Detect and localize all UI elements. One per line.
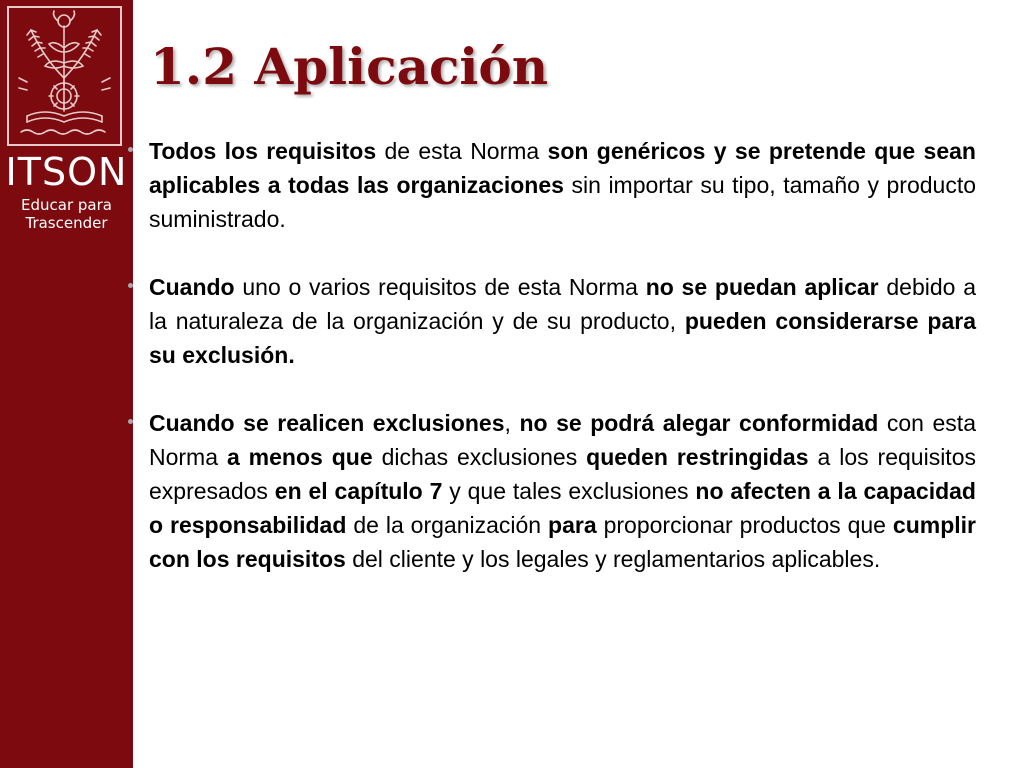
bullet-text-segment: dichas exclusiones bbox=[372, 444, 587, 470]
bullet-text-segment: cumplir con los requisitos bbox=[149, 512, 976, 572]
bullet-text-segment: , bbox=[504, 410, 520, 436]
bullet-text-segment: proporcionar productos que bbox=[596, 512, 893, 538]
bullet-text-segment: debido a la naturaleza de la organización y de su producto, bbox=[149, 274, 976, 334]
emblem-illustration-icon bbox=[9, 8, 120, 144]
bullet-text-segment: no afecten a la capacidad o responsabilidad bbox=[149, 478, 976, 538]
bullet-text-segment: de esta Norma bbox=[376, 138, 548, 164]
bullet-text-segment: de la organización bbox=[346, 512, 549, 538]
bullet-item bbox=[128, 134, 976, 236]
tagline-line-1: Educar para bbox=[21, 196, 112, 214]
tagline-line-2: Trascender bbox=[25, 214, 108, 232]
bullet-text-segment: con esta Norma bbox=[149, 410, 976, 470]
bullet-text-segment: y que tales exclusiones bbox=[442, 478, 696, 504]
brand-tagline bbox=[0, 196, 133, 232]
bullet-text-segment: queden restringidas bbox=[586, 444, 809, 470]
sidebar bbox=[0, 0, 133, 768]
bullet-text-segment: sin importar su tipo, tamaño y producto suministrado. bbox=[149, 172, 976, 232]
bullet-text-segment: a los requisitos expresados bbox=[149, 444, 976, 504]
bullet-text-segment: Todos los requisitos bbox=[149, 138, 377, 164]
bullet-text-segment: a menos que bbox=[226, 444, 373, 470]
slide-content bbox=[128, 134, 976, 610]
bullet-item bbox=[128, 270, 976, 372]
bullet-text-segment: no se podrá alegar conformidad bbox=[519, 410, 879, 436]
bullet-text-segment: para bbox=[548, 512, 597, 538]
itson-emblem bbox=[7, 6, 122, 146]
bullet-text-segment: en el capítulo 7 bbox=[274, 478, 443, 504]
bullet-text-segment: son genéricos y se pretende que sean aplicables a todas las organizaciones bbox=[149, 138, 976, 198]
bullet-text-segment: Cuando se realicen exclusiones bbox=[149, 410, 505, 436]
bullet-text-segment: uno o varios requisitos de esta Norma bbox=[234, 274, 646, 300]
bullet-dot-icon bbox=[128, 147, 133, 152]
bullet-text-segment: Cuando bbox=[149, 274, 235, 300]
bullet-item bbox=[128, 406, 976, 576]
brand-name: ITSON bbox=[5, 150, 128, 194]
slide-title: 1.2 Aplicación bbox=[150, 37, 549, 96]
bullet-text-segment: del cliente y los legales y reglamentarios aplicables. bbox=[345, 546, 881, 572]
bullet-dot-icon bbox=[128, 283, 133, 288]
bullet-dot-icon bbox=[128, 419, 133, 424]
bullet-text-segment: no se puedan aplicar bbox=[645, 274, 879, 300]
bullet-text-segment: pueden considerarse para su exclusión. bbox=[149, 308, 976, 368]
